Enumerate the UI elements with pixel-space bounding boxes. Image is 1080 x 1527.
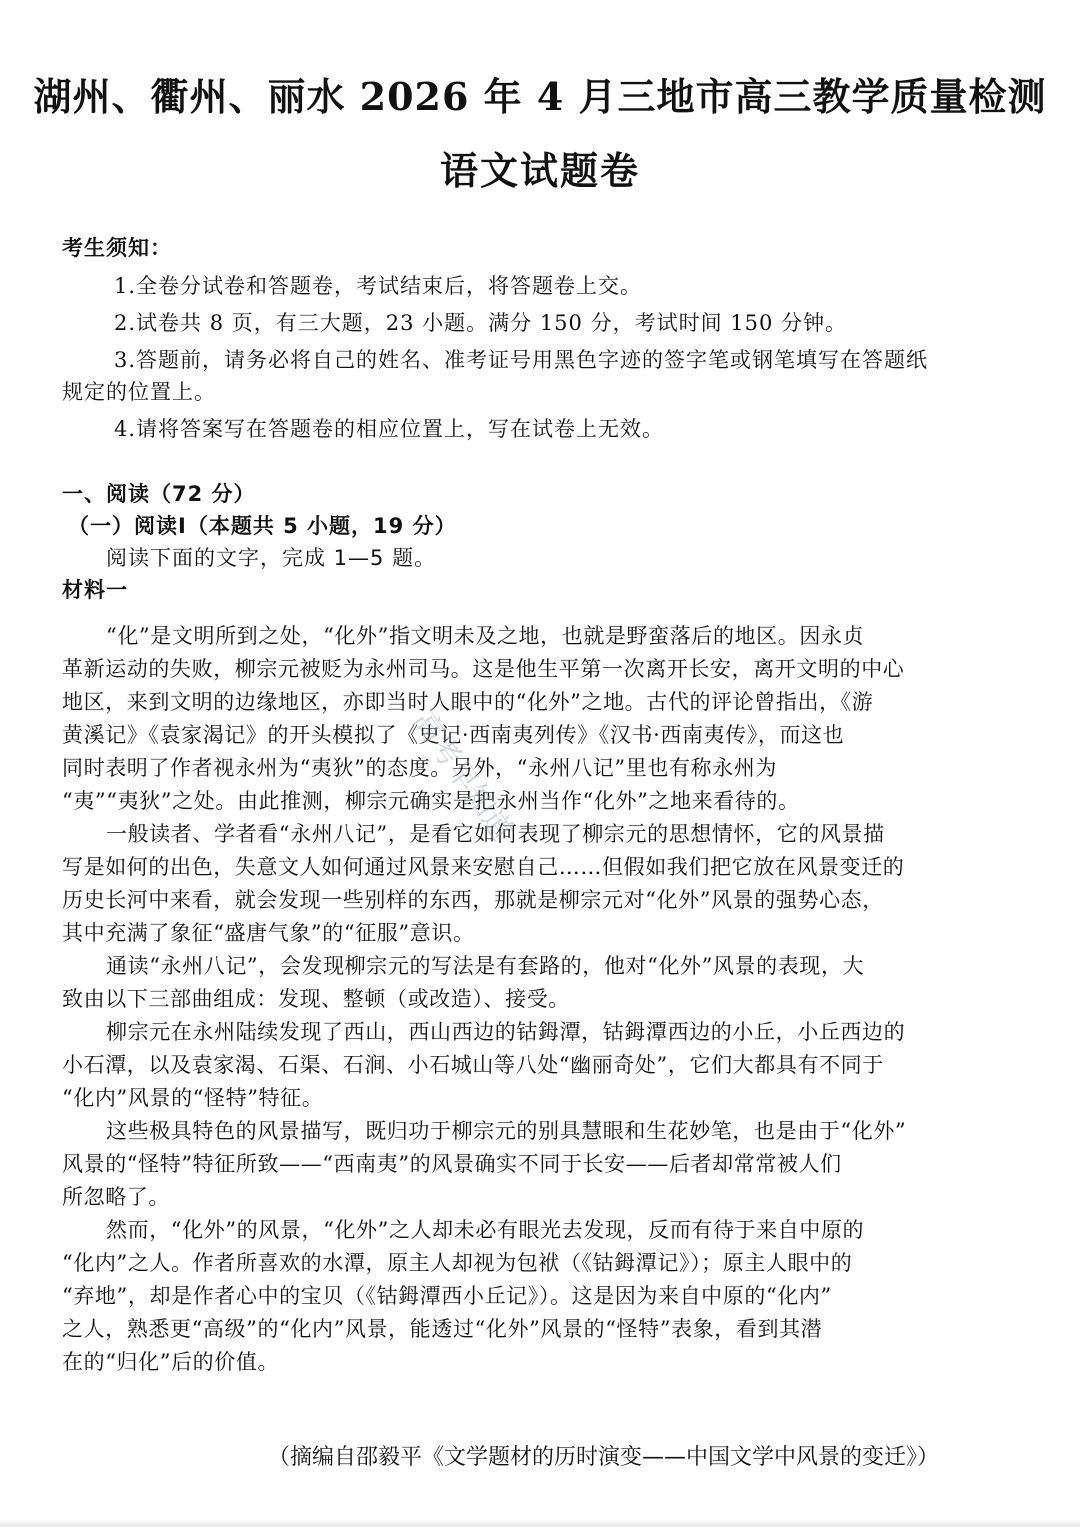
body-line: 小石潭，以及袁家渴、石渠、石涧、小石城山等八处“幽丽奇处”，它们大都具有不同于: [62, 1053, 884, 1077]
exam-title: 湖州、衢州、丽水 2026 年 4 月三地市高三教学质量检测: [33, 74, 1047, 119]
body-line: 风景的“怪特”特征所致——“西南夷”的风景确实不同于长安——后者却常常被人们: [62, 1152, 842, 1176]
notice-item: 规定的位置上。: [62, 380, 216, 404]
body-line: 这些极具特色的风景描写，既归功于柳宗元的别具慧眼和生花妙笔，也是由于“化外”: [106, 1119, 907, 1143]
watermark: 高考早知道: [404, 704, 520, 848]
body-line: 所忽略了。: [62, 1185, 170, 1209]
page-bottom-edge: [0, 1519, 1080, 1527]
section-instruction: 阅读下面的文字，完成 1—5 题。: [106, 546, 437, 570]
body-line: 同时表明了作者视永州为“夷狄”的态度。另外，“永州八记”里也有称永州为: [62, 756, 777, 780]
body-line: 黄溪记》《袁家渴记》的开头模拟了《史记·西南夷列传》《汉书·西南夷传》，而这也: [62, 723, 845, 747]
body-line: 地区，来到文明的边缘地区，亦即当时人眼中的“化外”之地。古代的评论曾指出，《游: [62, 690, 874, 714]
body-line: 之人，熟悉更“高级”的“化内”风景，能透过“化外”风景的“怪特”表象，看到其潜: [62, 1317, 823, 1341]
body-line: 柳宗元在永州陆续发现了西山，西山西边的钴鉧潭，钴鉧潭西边的小丘，小丘西边的: [106, 1020, 906, 1044]
body-line: “化内”风景的“怪特”特征。: [62, 1086, 324, 1110]
body-line: “夷”“夷狄”之处。由此推测，柳宗元确实是把永州当作“化外”之地来看待的。: [62, 789, 800, 813]
notice-item: 1.全卷分试卷和答题卷，考试结束后，将答题卷上交。: [114, 274, 643, 298]
section-sub-heading: （一）阅读I（本题共 5 小题，19 分）: [68, 514, 457, 538]
notice-item: 4.请将答案写在答题卷的相应位置上，写在试卷上无效。: [114, 417, 665, 441]
body-line: 历史长河中来看，就会发现一些别样的东西，那就是柳宗元对“化外”风景的强势心态，: [62, 888, 884, 912]
notice-item: 3.答题前，请务必将自己的姓名、准考证号用黑色字迹的签字笔或钢笔填写在答题纸: [114, 348, 929, 372]
notice-item: 2.试卷共 8 页，有三大题，23 小题。满分 150 分，考试时间 150 分钟。: [114, 311, 848, 335]
body-line: 在的“归化”后的价值。: [62, 1350, 280, 1374]
material-label: 材料一: [62, 578, 128, 602]
notice-block: [62, 232, 1002, 445]
body-line: 写是如何的出色，失意文人如何通过风景来安慰自己……但假如我们把它放在风景变迁的: [62, 855, 905, 879]
section-block: [62, 478, 1002, 606]
material-text: [62, 620, 1002, 1379]
body-line: 致由以下三部曲组成：发现、整顿（或改造）、接受。: [62, 987, 570, 1011]
exam-subtitle: 语文试题卷: [439, 148, 640, 193]
body-line: “弃地”，却是作者心中的宝贝（《钴鉧潭西小丘记》）。这是因为来自中原的“化内”: [62, 1284, 832, 1308]
body-line: 然而，“化外”的风景，“化外”之人却未必有眼光去发现，反而有待于来自中原的: [106, 1218, 865, 1242]
body-line: 一般读者、学者看“永州八记”，是看它如何表现了柳宗元的思想情怀，它的风景描: [106, 822, 885, 846]
body-line: 革新运动的失败，柳宗元被贬为永州司马。这是他生平第一次离开长安，离开文明的中心: [62, 657, 905, 681]
body-line: 其中充满了象征“盛唐气象”的“征服”意识。: [62, 921, 475, 945]
notice-heading: 考生须知：: [62, 236, 172, 260]
body-line: “化”是文明所到之处，“化外”指文明未及之地，也就是野蛮落后的地区。因永贞: [106, 624, 865, 648]
body-line: “化内”之人。作者所喜欢的水潭，原主人却视为包袱（《钴鉧潭记》）；原主人眼中的: [62, 1251, 853, 1275]
section-heading: 一、阅读（72 分）: [62, 482, 256, 506]
source-citation: （摘编自邵毅平《文学题材的历时演变——中国文学中风景的变迁》）: [268, 1445, 940, 1470]
body-line: 通读“永州八记”，会发现柳宗元的写法是有套路的，他对“化外”风景的表现，大: [106, 954, 865, 978]
